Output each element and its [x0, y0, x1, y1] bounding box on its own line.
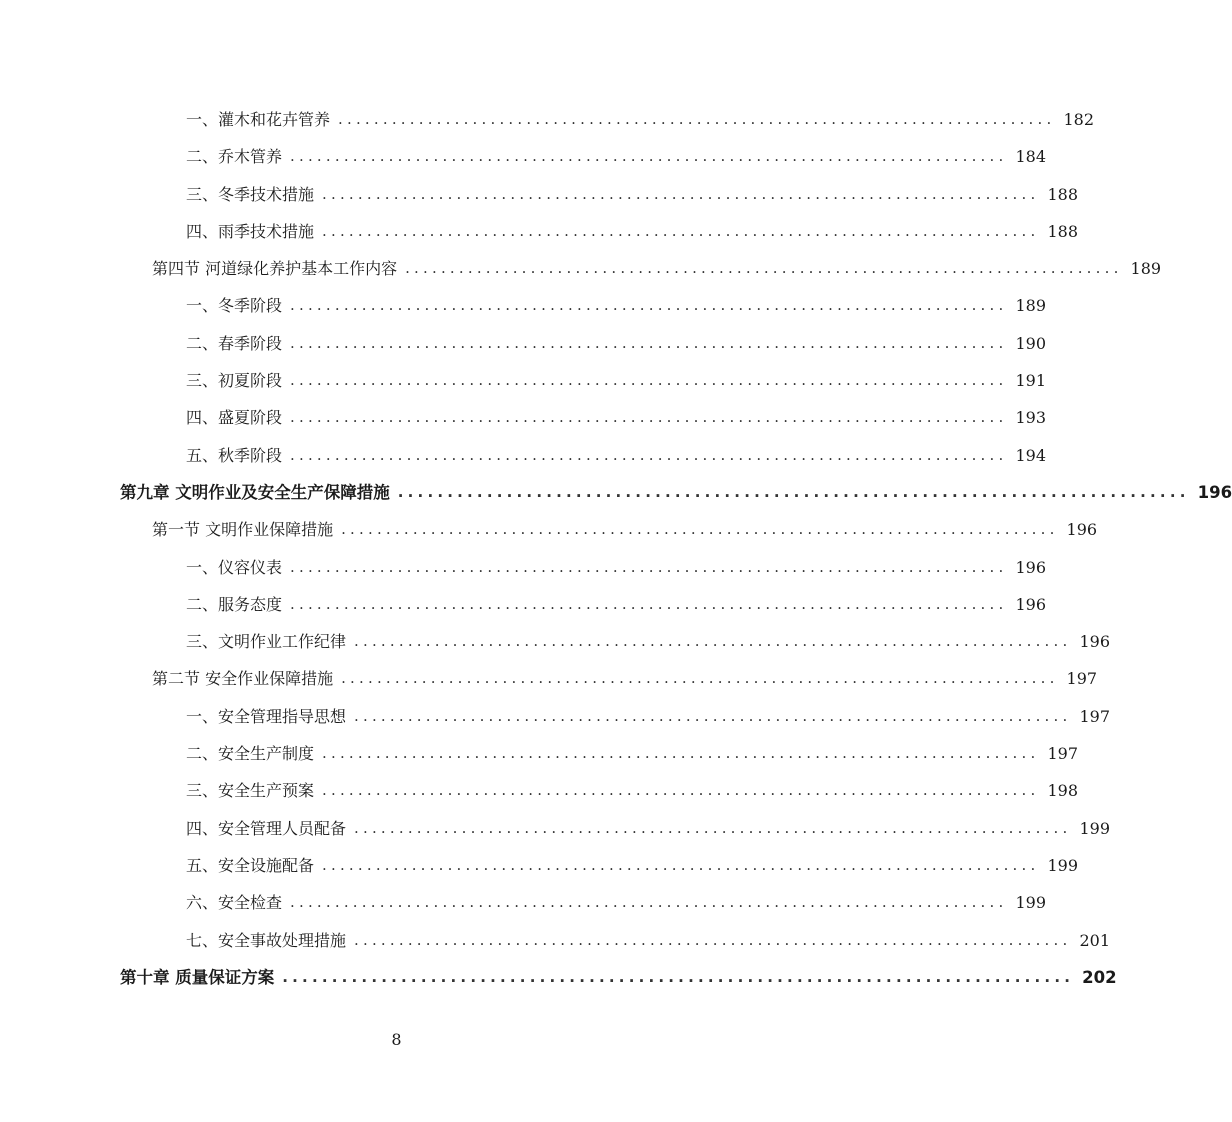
toc-entry-title: 五、安全设施配备 [186, 855, 315, 875]
toc-entry-page: 189 [1130, 259, 1162, 279]
toc-entry[interactable] [0, 511, 1098, 548]
toc-entry-page: 197 [1079, 706, 1111, 726]
toc-entry-title: 二、安全生产制度 [186, 744, 315, 764]
toc-entry-title: 四、安全管理人员配备 [186, 818, 347, 838]
toc-entry[interactable] [0, 250, 1162, 287]
dot-leader: ................................................................................ [397, 482, 1190, 501]
toc-entry[interactable] [0, 922, 1111, 959]
toc-entry-page: 197 [1066, 669, 1098, 689]
toc-entry-title: 七、安全事故处理措施 [186, 930, 347, 950]
toc-entry-title: 六、安全检查 [186, 893, 283, 913]
dot-leader: ................................................................................ [290, 445, 1008, 464]
toc-entry-page: 202 [1082, 967, 1117, 987]
toc-entry-title: 二、春季阶段 [186, 333, 283, 353]
toc-entry-title: 第九章 文明作业及安全生产保障措施 [120, 482, 390, 502]
toc-entry-page: 198 [1047, 781, 1079, 801]
toc-entry-page: 201 [1079, 930, 1111, 950]
dot-leader: ................................................................................ [290, 893, 1008, 912]
toc-entry-page: 199 [1079, 818, 1111, 838]
dot-leader: ................................................................................ [282, 967, 1075, 986]
toc-entry-title: 四、盛夏阶段 [186, 408, 283, 428]
toc-entry-page: 188 [1047, 184, 1079, 204]
toc-entry-page: 190 [1015, 333, 1047, 353]
toc-entry[interactable] [0, 474, 1232, 511]
dot-leader: ................................................................................ [354, 818, 1072, 837]
toc-entry-page: 184 [1015, 147, 1047, 167]
toc-entry[interactable] [0, 325, 1047, 362]
toc-entry[interactable] [0, 287, 1047, 324]
dot-leader: ................................................................................ [290, 333, 1008, 352]
dot-leader: ................................................................................ [290, 557, 1008, 576]
table-of-contents [0, 101, 1232, 996]
toc-entry[interactable] [0, 623, 1111, 660]
dot-leader: ................................................................................ [322, 184, 1040, 203]
toc-entry[interactable] [0, 698, 1111, 735]
toc-entry-title: 三、文明作业工作纪律 [186, 632, 347, 652]
dot-leader: ................................................................................ [322, 221, 1040, 240]
toc-entry-title: 一、冬季阶段 [186, 296, 283, 316]
dot-leader: ................................................................................ [290, 296, 1008, 315]
toc-entry-title: 三、初夏阶段 [186, 371, 283, 391]
dot-leader: ................................................................................ [290, 147, 1008, 166]
dot-leader: ................................................................................ [354, 632, 1072, 651]
dot-leader: ................................................................................ [290, 594, 1008, 613]
toc-entry-title: 一、灌木和花卉管养 [186, 110, 331, 129]
toc-entry-page: 188 [1047, 221, 1079, 241]
toc-entry-page: 194 [1015, 445, 1047, 465]
toc-entry-page: 182 [1063, 110, 1095, 129]
toc-entry[interactable] [0, 959, 1117, 996]
dot-leader: ................................................................................ [341, 669, 1059, 688]
toc-entry-page: 196 [1079, 632, 1111, 652]
toc-entry-title: 五、秋季阶段 [186, 445, 283, 465]
dot-leader: ................................................................................ [338, 110, 1056, 128]
toc-entry[interactable] [0, 660, 1098, 697]
toc-entry[interactable] [0, 138, 1047, 175]
dot-leader: ................................................................................ [290, 408, 1008, 427]
toc-entry-page: 196 [1015, 594, 1047, 614]
toc-entry-title: 第二节 安全作业保障措施 [152, 669, 334, 689]
dot-leader: ................................................................................ [322, 855, 1040, 874]
toc-entry-title: 第十章 质量保证方案 [120, 967, 275, 987]
toc-entry-page: 189 [1015, 296, 1047, 316]
toc-entry-title: 二、乔木管养 [186, 147, 283, 167]
toc-entry[interactable] [0, 884, 1047, 921]
toc-entry[interactable] [0, 362, 1047, 399]
toc-entry[interactable] [0, 437, 1047, 474]
dot-leader: ................................................................................ [354, 706, 1072, 725]
toc-entry[interactable] [0, 213, 1079, 250]
toc-entry-page: 196 [1197, 482, 1232, 502]
toc-entry-page: 199 [1015, 893, 1047, 913]
toc-entry-page: 191 [1015, 371, 1047, 391]
dot-leader: ................................................................................ [341, 520, 1059, 539]
dot-leader: ................................................................................ [405, 259, 1123, 278]
toc-entry[interactable] [0, 176, 1079, 213]
dot-leader: ................................................................................ [322, 744, 1040, 763]
toc-entry-page: 197 [1047, 744, 1079, 764]
toc-entry-page: 196 [1066, 520, 1098, 540]
toc-entry-title: 三、冬季技术措施 [186, 184, 315, 204]
toc-entry-title: 一、安全管理指导思想 [186, 706, 347, 726]
toc-entry-page: 196 [1015, 557, 1047, 577]
dot-leader: ................................................................................ [322, 781, 1040, 800]
dot-leader: ................................................................................ [290, 371, 1008, 390]
toc-entry-title: 第一节 文明作业保障措施 [152, 520, 334, 540]
toc-entry-page: 193 [1015, 408, 1047, 428]
toc-entry-title: 三、安全生产预案 [186, 781, 315, 801]
toc-entry-title: 一、仪容仪表 [186, 557, 283, 577]
page-number: 8 [391, 1030, 402, 1049]
toc-entry[interactable] [0, 847, 1079, 884]
toc-entry-title: 二、服务态度 [186, 594, 283, 614]
toc-entry[interactable] [0, 735, 1079, 772]
toc-entry[interactable] [0, 586, 1047, 623]
toc-entry[interactable] [0, 772, 1079, 809]
toc-entry[interactable] [0, 399, 1047, 436]
toc-entry-page: 199 [1047, 855, 1079, 875]
toc-entry-title: 四、雨季技术措施 [186, 221, 315, 241]
toc-entry[interactable] [0, 549, 1047, 586]
toc-entry[interactable] [0, 810, 1111, 847]
toc-entry[interactable] [0, 101, 1095, 138]
dot-leader: ................................................................................ [354, 930, 1072, 949]
toc-entry-title: 第四节 河道绿化养护基本工作内容 [152, 259, 398, 279]
